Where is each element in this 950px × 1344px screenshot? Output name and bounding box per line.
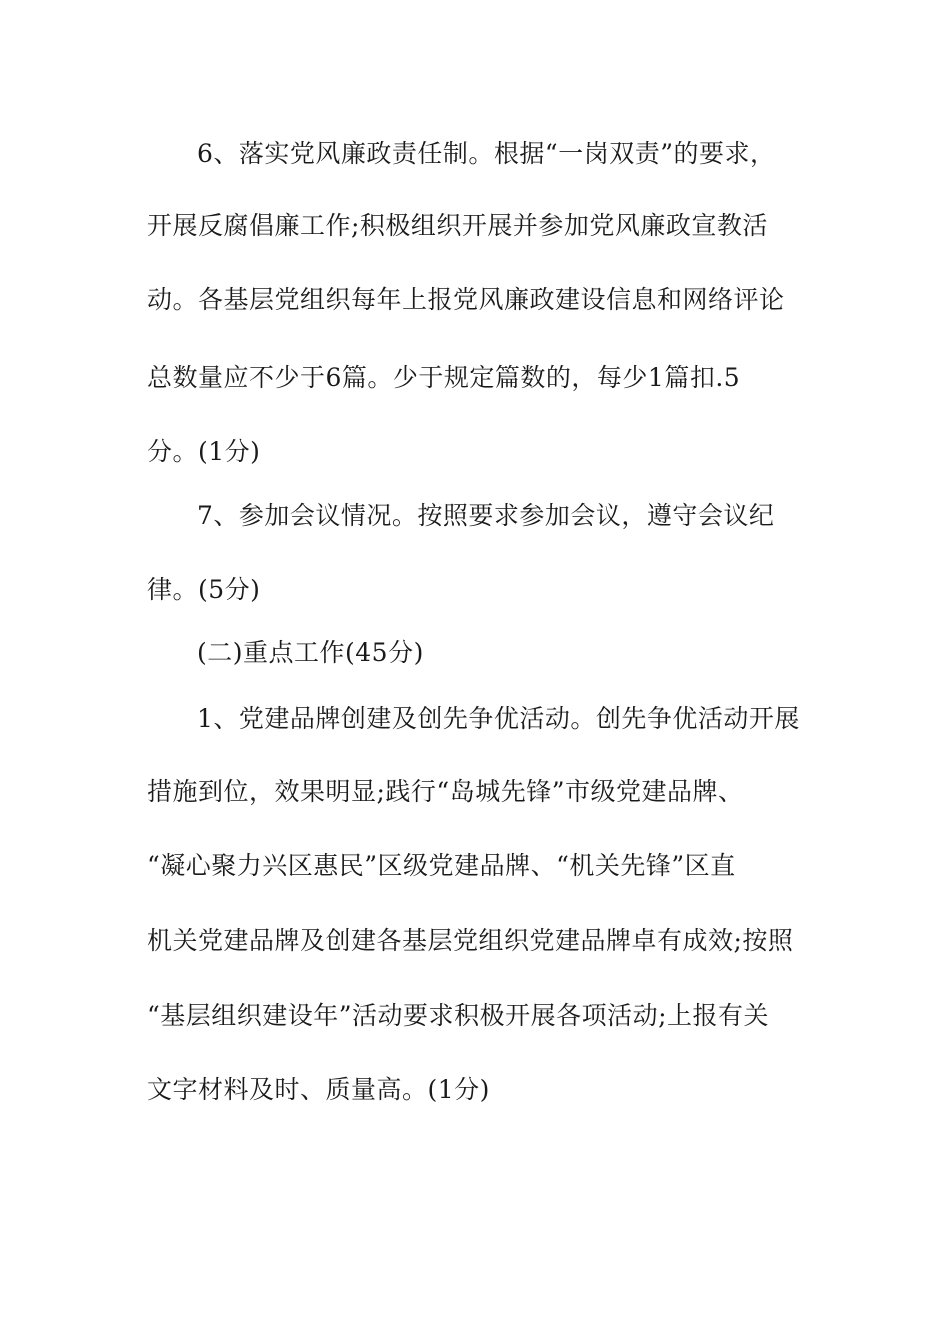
section-heading: (二)重点工作(45分) xyxy=(197,638,424,667)
paragraph-line: 分。(1分) xyxy=(147,437,261,466)
paragraph-line: 文字材料及时、质量高。(1分) xyxy=(147,1075,490,1104)
paragraph-line: 7、参加会议情况。按照要求参加会议，遵守会议纪 xyxy=(197,501,775,530)
paragraph-line: 措施到位，效果明显;践行“岛城先锋”市级党建品牌、 xyxy=(147,777,744,806)
paragraph-line: 总数量应不少于6篇。少于规定篇数的，每少1篇扣.5 xyxy=(147,363,741,392)
paragraph-line: 开展反腐倡廉工作;积极组织开展并参加党风廉政宣教活 xyxy=(147,211,768,240)
paragraph-line: “凝心聚力兴区惠民”区级党建品牌、“机关先锋”区直 xyxy=(147,851,736,880)
paragraph-line: 机关党建品牌及创建各基层党组织党建品牌卓有成效;按照 xyxy=(147,926,794,955)
paragraph-line: 动。各基层党组织每年上报党风廉政建设信息和网络评论 xyxy=(147,285,785,314)
paragraph-line: 律。(5分) xyxy=(147,575,261,604)
paragraph-line: 6、落实党风廉政责任制。根据“一岗双责”的要求， xyxy=(197,139,776,168)
paragraph-line: 1、党建品牌创建及创先争优活动。创先争优活动开展 xyxy=(197,704,800,733)
paragraph-line: “基层组织建设年”活动要求积极开展各项活动;上报有关 xyxy=(147,1001,769,1030)
